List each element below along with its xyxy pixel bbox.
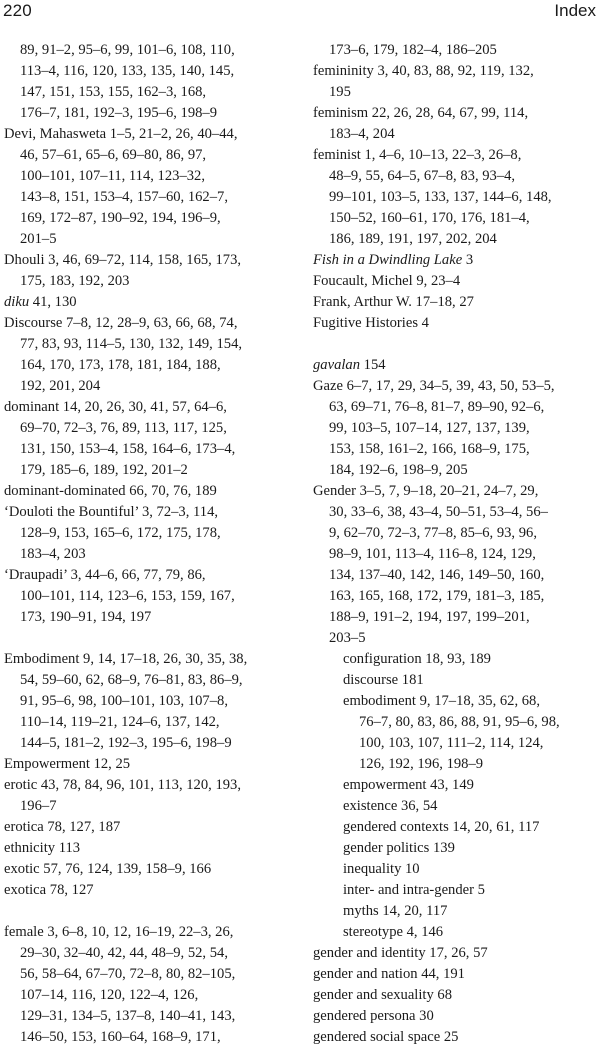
page-number: 220 [3, 1, 32, 20]
index-entry [313, 103, 599, 145]
index-entry [4, 292, 294, 313]
index-entry-continuation-line: 192, 201, 204 [20, 378, 101, 394]
index-entry [313, 964, 599, 985]
index-entry-continuation-line: 48–9, 55, 64–5, 67–8, 83, 93–4, [329, 168, 516, 184]
index-entry-heading-line: dominant-dominated 66, 70, 76, 189 [4, 483, 217, 499]
index-entry [313, 796, 599, 817]
index-entry [313, 838, 599, 859]
index-entry [4, 775, 294, 817]
index-entry-heading-line: ‘Douloti the Bountiful’ 3, 72–3, 114, [4, 504, 219, 520]
index-entry-heading-line: feminism 22, 26, 28, 64, 67, 99, 114, [313, 105, 529, 121]
index-entry [313, 40, 599, 61]
index-entry-continuation-line: 143–8, 151, 153–4, 157–60, 162–7, [20, 189, 228, 205]
index-entry [4, 481, 294, 502]
index-entry-continuation-line: 100, 103, 107, 111–2, 114, 124, [359, 735, 544, 751]
index-column-left [4, 40, 294, 1048]
index-entry-continuation-line: 183–4, 203 [20, 546, 86, 562]
index-entry-continuation-line: 150–52, 160–61, 170, 176, 181–4, [329, 210, 530, 226]
index-entry-continuation-line: 9, 62–70, 72–3, 77–8, 85–6, 93, 96, [329, 525, 537, 541]
index-entry-heading-line: Gender 3–5, 7, 9–18, 20–21, 24–7, 29, [313, 483, 539, 499]
index-entry-heading-line: female 3, 6–8, 10, 12, 16–19, 22–3, 26, [4, 924, 234, 940]
index-entry-heading-line: erotica 78, 127, 187 [4, 819, 121, 835]
index-entry-continuation-line: 63, 69–71, 76–8, 81–7, 89–90, 92–6, [329, 399, 545, 415]
index-entry-continuation-line: 203–5 [329, 630, 366, 646]
index-entry-heading-line: Fish in a Dwindling Lake 3 [313, 252, 474, 268]
index-entry-heading-line: gendered persona 30 [313, 1008, 434, 1024]
index-entry-heading-line: ‘Draupadi’ 3, 44–6, 66, 77, 79, 86, [4, 567, 206, 583]
index-entry-continuation-line: 69–70, 72–3, 76, 89, 113, 117, 125, [20, 420, 227, 436]
index-entry [313, 355, 599, 376]
index-entry-continuation-line: 113–4, 116, 120, 133, 135, 140, 145, [20, 63, 235, 79]
index-entry [4, 502, 294, 565]
index-entry-continuation-line: 129–31, 134–5, 137–8, 140–41, 143, [20, 1008, 236, 1024]
index-entry [4, 250, 294, 292]
index-entry [313, 61, 599, 103]
index-entry-heading-line: 89, 91–2, 95–6, 99, 101–6, 108, 110, [20, 42, 235, 58]
index-entry-continuation-line: 144–5, 181–2, 192–3, 195–6, 198–9 [20, 735, 232, 751]
index-entry-heading-line: inequality 10 [343, 861, 420, 877]
index-entry-heading-line: discourse 181 [343, 672, 424, 688]
index-entry-continuation-line: 128–9, 153, 165–6, 172, 175, 178, [20, 525, 221, 541]
letter-group-gap [313, 334, 599, 355]
letter-group-gap [4, 901, 294, 922]
index-entry [4, 838, 294, 859]
index-entry-continuation-line: 146–50, 153, 160–64, 168–9, 171, [20, 1029, 221, 1045]
index-entry [313, 649, 599, 670]
index-entry-heading-line: Discourse 7–8, 12, 28–9, 63, 66, 68, 74, [4, 315, 238, 331]
index-entry [4, 754, 294, 775]
index-entry-heading-line: existence 36, 54 [343, 798, 438, 814]
index-entry [4, 124, 294, 250]
index-entry-heading-line: gender politics 139 [343, 840, 455, 856]
index-entry-continuation-line: 188–9, 191–2, 194, 197, 199–201, [329, 609, 530, 625]
index-entry [313, 145, 599, 250]
index-entry-heading-line: gavalan 154 [313, 357, 386, 373]
index-entry-continuation-line: 147, 151, 153, 155, 162–3, 168, [20, 84, 207, 100]
index-entry [313, 292, 599, 313]
index-entry-heading-line: erotic 43, 78, 84, 96, 101, 113, 120, 193, [4, 777, 241, 793]
index-entry-continuation-line: 76–7, 80, 83, 86, 88, 91, 95–6, 98, [359, 714, 560, 730]
index-entry-heading-line: feminist 1, 4–6, 10–13, 22–3, 26–8, [313, 147, 522, 163]
index-entry-continuation-line: 77, 83, 93, 114–5, 130, 132, 149, 154, [20, 336, 243, 352]
index-entry-continuation-line: 184, 192–6, 198–9, 205 [329, 462, 468, 478]
index-entry [313, 943, 599, 964]
index-entry-continuation-line: 99, 103–5, 107–14, 127, 137, 139, [329, 420, 530, 436]
index-entry-continuation-line: 186, 189, 191, 197, 202, 204 [329, 231, 497, 247]
index-entry-continuation-line: 98–9, 101, 113–4, 116–8, 124, 129, [329, 546, 536, 562]
index-entry-continuation-line: 46, 57–61, 65–6, 69–80, 86, 97, [20, 147, 207, 163]
index-entry [313, 817, 599, 838]
index-entry-continuation-line: 153, 158, 161–2, 166, 168–9, 175, [329, 441, 530, 457]
running-header-title: Index [554, 1, 596, 20]
index-entry-continuation-line: 126, 192, 196, 198–9 [359, 756, 484, 772]
index-entry [313, 775, 599, 796]
index-entry-heading-line: Devi, Mahasweta 1–5, 21–2, 26, 40–44, [4, 126, 238, 142]
index-entry [313, 922, 599, 943]
index-entry-heading-line: Fugitive Histories 4 [313, 315, 429, 331]
index-entry-heading-line: Gaze 6–7, 17, 29, 34–5, 39, 43, 50, 53–5, [313, 378, 555, 394]
index-entry-continuation-line: 134, 137–40, 142, 146, 149–50, 160, [329, 567, 545, 583]
index-entry-heading-line: exotic 57, 76, 124, 139, 158–9, 166 [4, 861, 212, 877]
index-entry-continuation-line: 91, 95–6, 98, 100–101, 103, 107–8, [20, 693, 228, 709]
index-entry [4, 817, 294, 838]
index-entry-heading-line: myths 14, 20, 117 [343, 903, 448, 919]
index-entry-heading-line: Foucault, Michel 9, 23–4 [313, 273, 461, 289]
index-entry [313, 691, 599, 775]
index-entry-continuation-line: 163, 165, 168, 172, 179, 181–3, 185, [329, 588, 545, 604]
index-entry-heading-line: gender and sexuality 68 [313, 987, 453, 1003]
index-entry-continuation-line: 179, 185–6, 189, 192, 201–2 [20, 462, 188, 478]
index-entry-heading-line: Empowerment 12, 25 [4, 756, 131, 772]
index-entry [313, 1027, 599, 1048]
index-entry-continuation-line: 29–30, 32–40, 42, 44, 48–9, 52, 54, [20, 945, 228, 961]
index-entry [313, 1006, 599, 1027]
index-entry [4, 649, 294, 754]
index-entry-continuation-line: 175, 183, 192, 203 [20, 273, 130, 289]
index-entry [313, 376, 599, 481]
index-entry-continuation-line: 169, 172–87, 190–92, 194, 196–9, [20, 210, 221, 226]
index-entry-heading-line: 173–6, 179, 182–4, 186–205 [329, 42, 497, 58]
index-entry-continuation-line: 196–7 [20, 798, 57, 814]
index-entry-heading-line: dominant 14, 20, 26, 30, 41, 57, 64–6, [4, 399, 227, 415]
index-entry [313, 313, 599, 334]
index-entry-continuation-line: 195 [329, 84, 351, 100]
index-entry-heading-line: exotica 78, 127 [4, 882, 94, 898]
index-entry [313, 859, 599, 880]
index-entry [313, 250, 599, 271]
index-entry [4, 397, 294, 481]
index-entry-heading-line: stereotype 4, 146 [343, 924, 444, 940]
index-entry-heading-line: femininity 3, 40, 83, 88, 92, 119, 132, [313, 63, 534, 79]
index-entry-heading-line: Dhouli 3, 46, 69–72, 114, 158, 165, 173, [4, 252, 242, 268]
index-entry-heading-line: gendered contexts 14, 20, 61, 117 [343, 819, 540, 835]
index-entry-continuation-line: 30, 33–6, 38, 43–4, 50–51, 53–4, 56– [329, 504, 548, 520]
index-entry-heading-line: diku 41, 130 [4, 294, 77, 310]
index-entry-continuation-line: 54, 59–60, 62, 68–9, 76–81, 83, 86–9, [20, 672, 243, 688]
index-entry [4, 565, 294, 628]
index-entry-heading-line: gendered social space 25 [313, 1029, 459, 1045]
index-entry [4, 880, 294, 901]
index-entry-continuation-line: 107–14, 116, 120, 122–4, 126, [20, 987, 199, 1003]
letter-group-gap [4, 628, 294, 649]
index-entry-continuation-line: 173, 190–91, 194, 197 [20, 609, 152, 625]
index-entry [313, 985, 599, 1006]
index-entry [313, 481, 599, 649]
index-entry [4, 859, 294, 880]
index-entry-continuation-line: 201–5 [20, 231, 57, 247]
index-entry-heading-line: inter- and intra-gender 5 [343, 882, 485, 898]
index-entry-continuation-line: 100–101, 114, 123–6, 153, 159, 167, [20, 588, 235, 604]
index-entry-continuation-line: 99–101, 103–5, 133, 137, 144–6, 148, [329, 189, 552, 205]
index-entry-heading-line: Embodiment 9, 14, 17–18, 26, 30, 35, 38, [4, 651, 248, 667]
index-entry-heading-line: Frank, Arthur W. 17–18, 27 [313, 294, 474, 310]
index-entry-continuation-line: 176–7, 181, 192–3, 195–6, 198–9 [20, 105, 218, 121]
index-entry [313, 880, 599, 901]
index-entry [313, 901, 599, 922]
index-entry [313, 271, 599, 292]
index-entry-heading-line: embodiment 9, 17–18, 35, 62, 68, [343, 693, 541, 709]
index-entry-heading-line: gender and identity 17, 26, 57 [313, 945, 488, 961]
index-column-right [313, 40, 599, 1048]
index-entry-heading-line: empowerment 43, 149 [343, 777, 474, 793]
index-entry-heading-line: configuration 18, 93, 189 [343, 651, 491, 667]
index-entry [4, 313, 294, 397]
index-entry-heading-line: ethnicity 113 [4, 840, 81, 856]
index-entry [4, 922, 294, 1048]
index-entry [4, 40, 294, 124]
index-entry-heading-line: gender and nation 44, 191 [313, 966, 465, 982]
index-entry-continuation-line: 56, 58–64, 67–70, 72–8, 80, 82–105, [20, 966, 236, 982]
index-entry-continuation-line: 110–14, 119–21, 124–6, 137, 142, [20, 714, 220, 730]
index-entry-continuation-line: 131, 150, 153–4, 158, 164–6, 173–4, [20, 441, 236, 457]
index-entry-continuation-line: 164, 170, 173, 178, 181, 184, 188, [20, 357, 221, 373]
index-entry-continuation-line: 100–101, 107–11, 114, 123–32, [20, 168, 205, 184]
index-entry [313, 670, 599, 691]
index-entry-continuation-line: 183–4, 204 [329, 126, 395, 142]
